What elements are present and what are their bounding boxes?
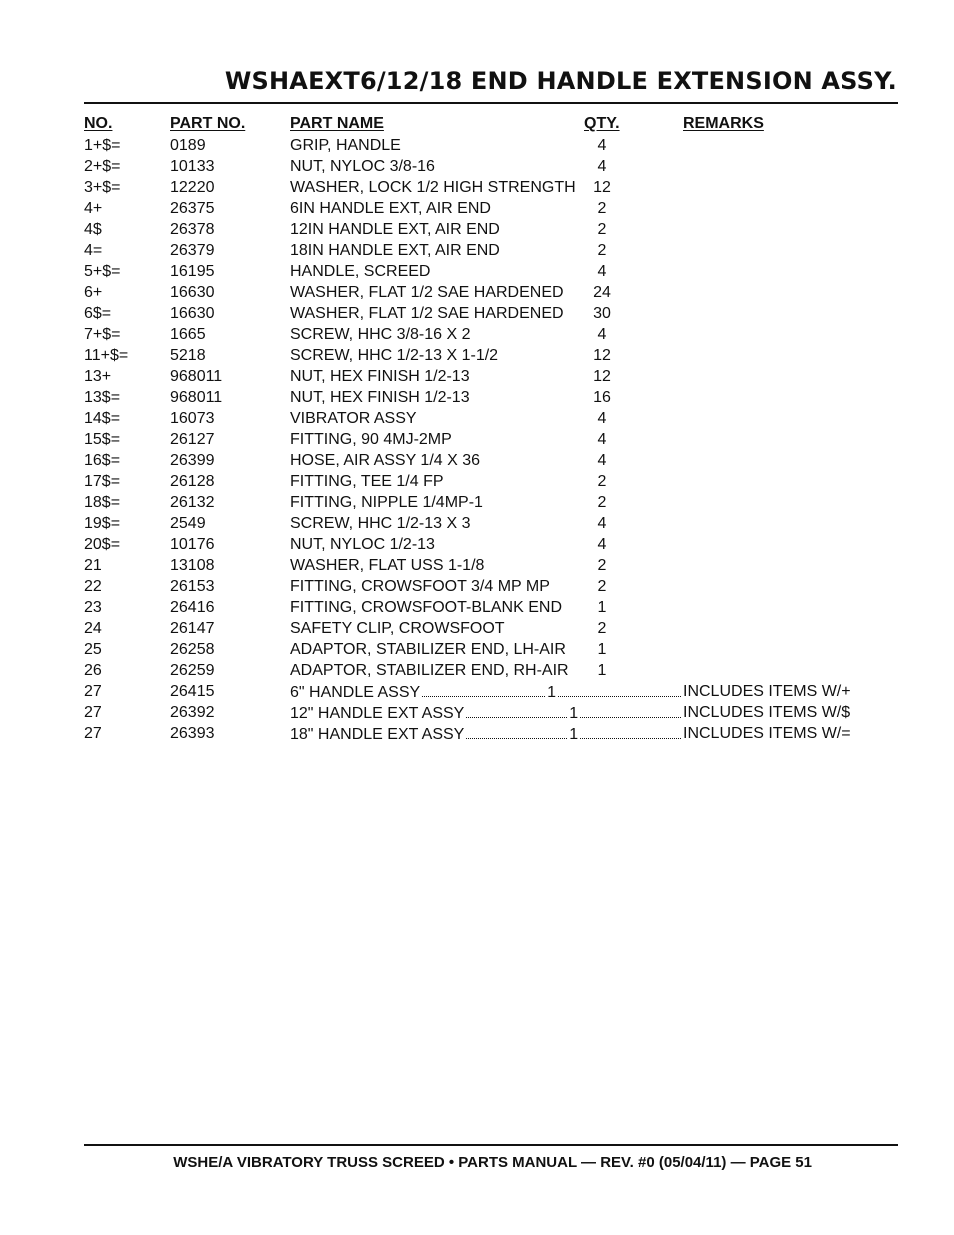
cell-part-no: 968011 <box>170 368 223 385</box>
footer-rule <box>84 1144 898 1146</box>
cell-part-no: 0189 <box>170 137 206 154</box>
cell-qty: 30 <box>593 305 611 322</box>
cell-no: 27 <box>84 704 102 721</box>
cell-part-no: 5218 <box>170 347 206 364</box>
cell-no: 18$= <box>84 494 121 511</box>
name-qty-leader <box>290 723 683 744</box>
table-row <box>84 618 898 639</box>
table-row <box>84 303 898 324</box>
cell-part-no: 16630 <box>170 305 215 322</box>
cell-part-name: 12" HANDLE EXT ASSY <box>290 705 465 722</box>
cell-no: 17$= <box>84 473 121 490</box>
cell-no: 11+$= <box>84 347 129 364</box>
table-row <box>84 513 898 534</box>
header-no: NO. <box>84 115 113 132</box>
cell-qty: 2 <box>597 200 607 217</box>
cell-qty: 4 <box>597 452 607 469</box>
cell-qty: 24 <box>593 284 611 301</box>
cell-qty: 4 <box>597 263 607 280</box>
cell-no: 19$= <box>84 515 121 532</box>
cell-qty: 4 <box>597 326 607 343</box>
cell-part-name: WASHER, FLAT 1/2 SAE HARDENED <box>290 284 564 301</box>
cell-no: 21 <box>84 557 102 574</box>
cell-no: 3+$= <box>84 179 121 196</box>
table-row <box>84 240 898 261</box>
cell-qty: 12 <box>593 179 611 196</box>
cell-qty: 1 <box>547 684 557 701</box>
cell-qty: 12 <box>593 347 611 364</box>
table-row <box>84 429 898 450</box>
cell-no: 16$= <box>84 452 121 469</box>
title-rule <box>84 102 898 104</box>
cell-no: 20$= <box>84 536 121 553</box>
cell-part-no: 16073 <box>170 410 215 427</box>
cell-part-name: 18" HANDLE EXT ASSY <box>290 726 465 743</box>
cell-qty: 4 <box>597 158 607 175</box>
cell-part-no: 26416 <box>170 599 215 616</box>
cell-part-no: 26153 <box>170 578 215 595</box>
cell-part-no: 16195 <box>170 263 215 280</box>
cell-part-name: SAFETY CLIP, CROWSFOOT <box>290 620 505 637</box>
cell-qty: 16 <box>593 389 611 406</box>
header-qty: QTY. <box>584 115 620 132</box>
cell-no: 22 <box>84 578 102 595</box>
cell-no: 4$ <box>84 221 102 238</box>
dot-leader <box>558 681 681 697</box>
cell-part-name: NUT, HEX FINISH 1/2-13 <box>290 368 470 385</box>
page-footer: WSHE/A VIBRATORY TRUSS SCREED • PARTS MANUAL — REV. #0 (05/04/11) — PAGE 51 <box>173 1154 812 1171</box>
table-row <box>84 639 898 660</box>
cell-qty: 2 <box>597 557 607 574</box>
cell-part-no: 26375 <box>170 200 215 217</box>
cell-part-no: 968011 <box>170 389 223 406</box>
cell-part-no: 26415 <box>170 683 215 700</box>
table-row <box>84 702 898 723</box>
header-part-name: PART NAME <box>290 115 384 132</box>
cell-qty: 1 <box>597 662 607 679</box>
cell-part-name: NUT, NYLOC 3/8-16 <box>290 158 435 175</box>
dot-leader <box>422 681 545 697</box>
cell-part-no: 10176 <box>170 536 215 553</box>
table-row <box>84 534 898 555</box>
cell-no: 7+$= <box>84 326 121 343</box>
table-row <box>84 177 898 198</box>
header-remarks: REMARKS <box>683 115 764 132</box>
cell-part-no: 26392 <box>170 704 215 721</box>
cell-part-no: 26128 <box>170 473 215 490</box>
cell-no: 26 <box>84 662 102 679</box>
cell-part-name: WASHER, LOCK 1/2 HIGH STRENGTH <box>290 179 576 196</box>
table-row <box>84 219 898 240</box>
page-title: WSHAEXT6/12/18 END HANDLE EXTENSION ASSY. <box>224 67 897 95</box>
table-row <box>84 156 898 177</box>
cell-no: 13+ <box>84 368 112 385</box>
cell-part-name: ADAPTOR, STABILIZER END, LH-AIR <box>290 641 566 658</box>
cell-part-no: 26132 <box>170 494 215 511</box>
cell-part-name: SCREW, HHC 1/2-13 X 3 <box>290 515 471 532</box>
cell-qty: 2 <box>597 494 607 511</box>
cell-no: 24 <box>84 620 102 637</box>
cell-no: 4+ <box>84 200 103 217</box>
cell-part-name: HANDLE, SCREED <box>290 263 431 280</box>
table-row <box>84 345 898 366</box>
cell-no: 4= <box>84 242 103 259</box>
cell-no: 27 <box>84 683 102 700</box>
cell-qty: 2 <box>597 620 607 637</box>
cell-qty: 1 <box>597 599 607 616</box>
cell-part-no: 26259 <box>170 662 215 679</box>
table-row <box>84 450 898 471</box>
table-row <box>84 471 898 492</box>
cell-remarks: INCLUDES ITEMS W/$ <box>683 704 851 721</box>
table-row <box>84 681 898 702</box>
cell-part-name: 12IN HANDLE EXT, AIR END <box>290 221 500 238</box>
cell-part-name: VIBRATOR ASSY <box>290 410 417 427</box>
dot-leader <box>580 723 681 739</box>
table-row <box>84 492 898 513</box>
cell-no: 13$= <box>84 389 121 406</box>
cell-part-name: FITTING, CROWSFOOT 3/4 MP MP <box>290 578 550 595</box>
cell-part-no: 1665 <box>170 326 206 343</box>
cell-part-no: 16630 <box>170 284 215 301</box>
table-row <box>84 282 898 303</box>
cell-part-name: GRIP, HANDLE <box>290 137 401 154</box>
cell-no: 1+$= <box>84 137 121 154</box>
cell-qty: 1 <box>569 726 579 743</box>
cell-part-no: 26127 <box>170 431 215 448</box>
cell-part-name: FITTING, NIPPLE 1/4MP-1 <box>290 494 483 511</box>
cell-part-no: 26147 <box>170 620 215 637</box>
dot-leader <box>466 702 567 718</box>
cell-qty: 4 <box>597 410 607 427</box>
cell-qty: 4 <box>597 536 607 553</box>
name-qty-leader <box>290 702 683 723</box>
table-row <box>84 597 898 618</box>
dot-leader <box>466 723 567 739</box>
table-row <box>84 198 898 219</box>
cell-part-no: 26399 <box>170 452 215 469</box>
cell-part-name: 6" HANDLE ASSY <box>290 684 421 701</box>
cell-no: 14$= <box>84 410 121 427</box>
cell-qty: 4 <box>597 431 607 448</box>
cell-part-name: SCREW, HHC 3/8-16 X 2 <box>290 326 471 343</box>
table-row <box>84 723 898 744</box>
table-row <box>84 135 898 156</box>
cell-qty: 1 <box>569 705 579 722</box>
cell-part-name: SCREW, HHC 1/2-13 X 1-1/2 <box>290 347 499 364</box>
cell-part-name: WASHER, FLAT 1/2 SAE HARDENED <box>290 305 564 322</box>
dot-leader <box>580 702 681 718</box>
table-row <box>84 261 898 282</box>
cell-part-no: 13108 <box>170 557 215 574</box>
cell-qty: 1 <box>597 641 607 658</box>
cell-no: 25 <box>84 641 102 658</box>
table-row <box>84 366 898 387</box>
cell-part-name: FITTING, CROWSFOOT-BLANK END <box>290 599 563 616</box>
cell-part-no: 2549 <box>170 515 206 532</box>
cell-part-name: ADAPTOR, STABILIZER END, RH-AIR <box>290 662 569 679</box>
cell-part-name: NUT, HEX FINISH 1/2-13 <box>290 389 470 406</box>
cell-part-name: WASHER, FLAT USS 1-1/8 <box>290 557 485 574</box>
cell-part-no: 10133 <box>170 158 215 175</box>
cell-qty: 2 <box>597 242 607 259</box>
cell-part-name: 6IN HANDLE EXT, AIR END <box>290 200 491 217</box>
cell-no: 5+$= <box>84 263 121 280</box>
cell-no: 2+$= <box>84 158 121 175</box>
cell-part-no: 26258 <box>170 641 215 658</box>
cell-remarks: INCLUDES ITEMS W/= <box>683 725 851 742</box>
table-row <box>84 555 898 576</box>
cell-part-no: 26379 <box>170 242 215 259</box>
cell-part-name: 18IN HANDLE EXT, AIR END <box>290 242 500 259</box>
table-header-row <box>84 113 898 135</box>
cell-no: 23 <box>84 599 102 616</box>
cell-qty: 12 <box>593 368 611 385</box>
table-row <box>84 576 898 597</box>
cell-part-no: 12220 <box>170 179 215 196</box>
table-row <box>84 324 898 345</box>
cell-part-name: FITTING, 90 4MJ-2MP <box>290 431 452 448</box>
cell-no: 15$= <box>84 431 121 448</box>
cell-qty: 2 <box>597 473 607 490</box>
cell-no: 6$= <box>84 305 112 322</box>
table-row <box>84 387 898 408</box>
cell-part-no: 26393 <box>170 725 215 742</box>
cell-no: 27 <box>84 725 102 742</box>
cell-part-no: 26378 <box>170 221 215 238</box>
cell-part-name: HOSE, AIR ASSY 1/4 X 36 <box>290 452 481 469</box>
name-qty-leader <box>290 681 683 702</box>
cell-part-name: NUT, NYLOC 1/2-13 <box>290 536 435 553</box>
cell-qty: 2 <box>597 578 607 595</box>
cell-qty: 4 <box>597 515 607 532</box>
cell-qty: 4 <box>597 137 607 154</box>
header-part-no: PART NO. <box>170 115 246 132</box>
table-row <box>84 660 898 681</box>
cell-remarks: INCLUDES ITEMS W/+ <box>683 683 851 700</box>
parts-table <box>84 113 898 744</box>
cell-qty: 2 <box>597 221 607 238</box>
cell-part-name: FITTING, TEE 1/4 FP <box>290 473 444 490</box>
cell-no: 6+ <box>84 284 103 301</box>
table-row <box>84 408 898 429</box>
